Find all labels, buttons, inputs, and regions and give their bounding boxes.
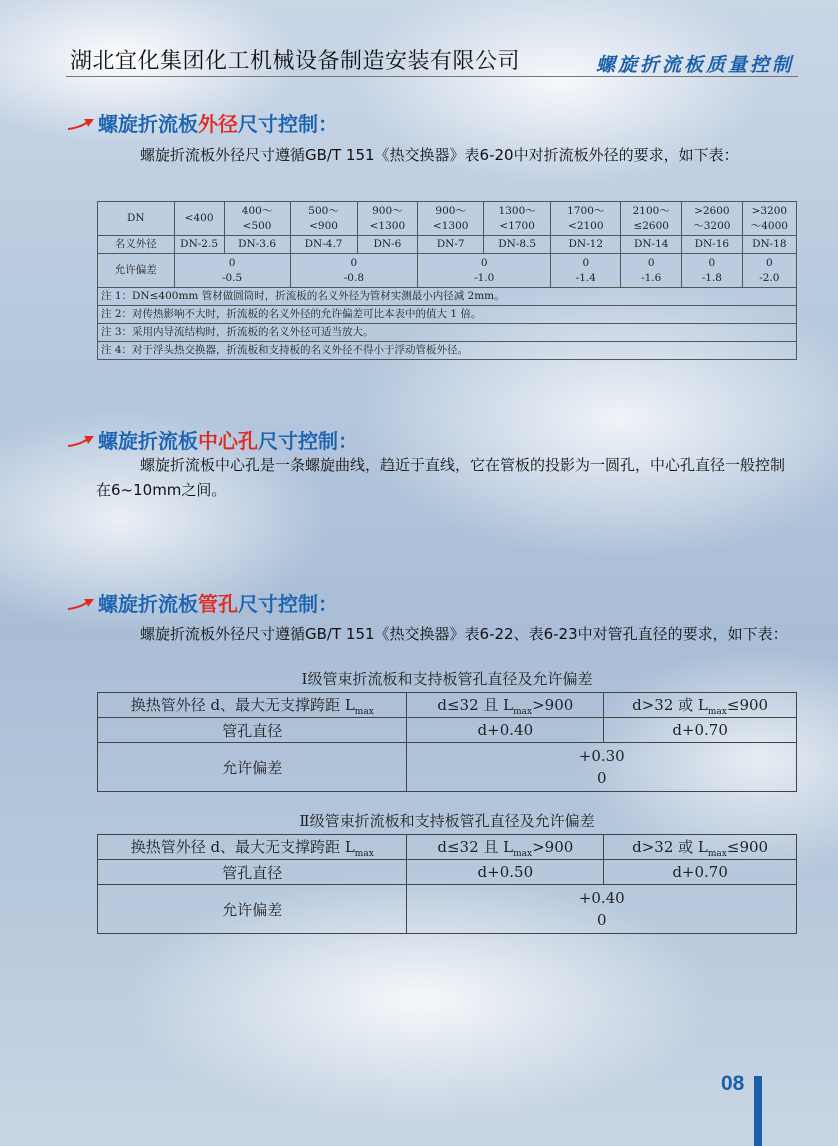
section-paragraph-outer-diameter — [96, 143, 796, 168]
section-title-outer-diameter — [66, 108, 338, 137]
dn-range-cell: 1700～ <2100 — [551, 202, 621, 236]
class-1-hole-table — [97, 692, 797, 792]
red-arrow-icon — [66, 432, 96, 448]
dn-range-cell: 500～ <900 — [290, 202, 357, 236]
dn-range-cell: 900～ <1300 — [357, 202, 418, 236]
table-row — [98, 254, 797, 288]
table-note: 注 3：采用内导流结构时，折流板的名义外径可适当放大。 — [98, 324, 797, 342]
nominal-cell: DN-12 — [551, 236, 621, 254]
section-title-highlight: 中心孔 — [198, 431, 258, 453]
nominal-cell: DN-16 — [682, 236, 743, 254]
nominal-cell: DN-14 — [621, 236, 682, 254]
table-row — [98, 885, 797, 934]
header-cell: d≤32 且 $L_{max}>900$ — [407, 693, 604, 718]
hole-label: 管孔直径 — [98, 718, 407, 743]
table-note: 注 1：DN≤400mm 管材做圆筒时，折流板的名义外径为管材实测最小内径减 2mm。 — [98, 288, 797, 306]
class-2-hole-table — [97, 834, 797, 934]
table-row — [98, 202, 797, 236]
tolerance-cell: 0 -0.8 — [290, 254, 418, 288]
hole-value: d+0.40 — [407, 718, 604, 743]
hole-value: d+0.70 — [604, 860, 797, 885]
tolerance-cell: 0 -2.0 — [742, 254, 796, 288]
section-title-suffix: 尺寸控制： — [238, 114, 338, 136]
dn-label: DN — [98, 202, 175, 236]
nominal-label: 名义外径 — [98, 236, 175, 254]
dn-range-cell: <400 — [174, 202, 224, 236]
dn-range-cell: >2600 ～3200 — [682, 202, 743, 236]
company-name: 湖北宜化集团化工机械设备制造安装有限公司 — [70, 48, 521, 73]
red-arrow-icon — [66, 595, 96, 611]
tolerance-label: 允许偏差 — [98, 885, 407, 934]
section-title-tube-hole — [66, 588, 338, 617]
table-row — [98, 743, 797, 792]
section-paragraph-tube-hole — [96, 622, 796, 647]
tolerance-value: +0.40 0 — [407, 885, 797, 934]
section-title-text: 螺旋折流板 — [98, 431, 198, 453]
tolerance-cell: 0 -0.5 — [174, 254, 290, 288]
table-row — [98, 324, 797, 342]
table-row — [98, 718, 797, 743]
hole-value: d+0.70 — [604, 718, 797, 743]
table-caption-class-2: Ⅱ级管束折流板和支持板管孔直径及允许偏差 — [299, 812, 595, 830]
dn-range-cell: 1300～ <1700 — [484, 202, 551, 236]
header-cell: d≤32 且 $L_{max}>900$ — [407, 835, 604, 860]
header-divider — [66, 76, 798, 77]
page-number-bar — [754, 1076, 762, 1146]
section-title-suffix: 尺寸控制： — [238, 594, 338, 616]
nominal-cell: DN-18 — [742, 236, 796, 254]
paragraph-text: 螺旋折流板中心孔是一条螺旋曲线，趋近于直线，它在管板的投影为一圆孔，中心孔直径一般控制在6~10mm之间。 — [96, 456, 786, 499]
section-title-highlight: 外径 — [198, 114, 238, 136]
nominal-cell: DN-7 — [418, 236, 484, 254]
dn-range-cell: 900～ <1300 — [418, 202, 484, 236]
section-title-suffix: 尺寸控制： — [258, 431, 358, 453]
tolerance-label: 允许偏差 — [98, 743, 407, 792]
table-row — [98, 342, 797, 360]
tolerance-cell: 0 -1.8 — [682, 254, 743, 288]
nominal-cell: DN-6 — [357, 236, 418, 254]
nominal-cell: DN-2.5 — [174, 236, 224, 254]
hole-label: 管孔直径 — [98, 860, 407, 885]
section-title-text: 螺旋折流板 — [98, 594, 198, 616]
dn-range-cell: 2100～ ≤2600 — [621, 202, 682, 236]
table-row — [98, 835, 797, 860]
section-paragraph-center-hole — [96, 453, 796, 503]
header-cell: d>32 或 $L_{max}\le 900$ — [604, 835, 797, 860]
document-title: 螺旋折流板质量控制 — [595, 54, 794, 76]
table-row — [98, 236, 797, 254]
table-caption-class-1: Ⅰ级管束折流板和支持板管孔直径及允许偏差 — [301, 670, 593, 688]
hole-value: d+0.50 — [407, 860, 604, 885]
header-cell: d>32 或 $L_{max}\le 900$ — [604, 693, 797, 718]
dn-range-cell: 400～ <500 — [224, 202, 290, 236]
section-title-highlight: 管孔 — [198, 594, 238, 616]
dn-range-cell: >3200 ～4000 — [742, 202, 796, 236]
table-row — [98, 860, 797, 885]
section-title-text: 螺旋折流板 — [98, 114, 198, 136]
header-cell: 换热管外径 d、最大无支撑跨距 $L_{max}$ — [98, 835, 407, 860]
section-title-center-hole — [66, 425, 358, 454]
outer-diameter-table — [97, 201, 797, 360]
tolerance-cell: 0 -1.6 — [621, 254, 682, 288]
paragraph-text: 螺旋折流板外径尺寸遵循GB/T 151《热交换器》表6-20中对折流板外径的要求，如下表： — [140, 146, 739, 164]
table-row — [98, 288, 797, 306]
red-arrow-icon — [66, 115, 96, 131]
table-note: 注 4：对于浮头热交换器，折流板和支持板的名义外径不得小于浮动管板外径。 — [98, 342, 797, 360]
nominal-cell: DN-3.6 — [224, 236, 290, 254]
nominal-cell: DN-8.5 — [484, 236, 551, 254]
page-number: 08 — [721, 1072, 745, 1095]
tolerance-value: +0.30 0 — [407, 743, 797, 792]
table-note: 注 2：对传热影响不大时，折流板的名义外径的允许偏差可比本表中的值大 1 倍。 — [98, 306, 797, 324]
tolerance-label: 允许偏差 — [98, 254, 175, 288]
tolerance-cell: 0 -1.4 — [551, 254, 621, 288]
header-cell: 换热管外径 d、最大无支撑跨距 $L_{max}$ — [98, 693, 407, 718]
nominal-cell: DN-4.7 — [290, 236, 357, 254]
tolerance-cell: 0 -1.0 — [418, 254, 551, 288]
table-row — [98, 306, 797, 324]
paragraph-text: 螺旋折流板外径尺寸遵循GB/T 151《热交换器》表6-22、表6-23中对管孔直径的要求，如下表： — [140, 625, 788, 643]
table-row — [98, 693, 797, 718]
